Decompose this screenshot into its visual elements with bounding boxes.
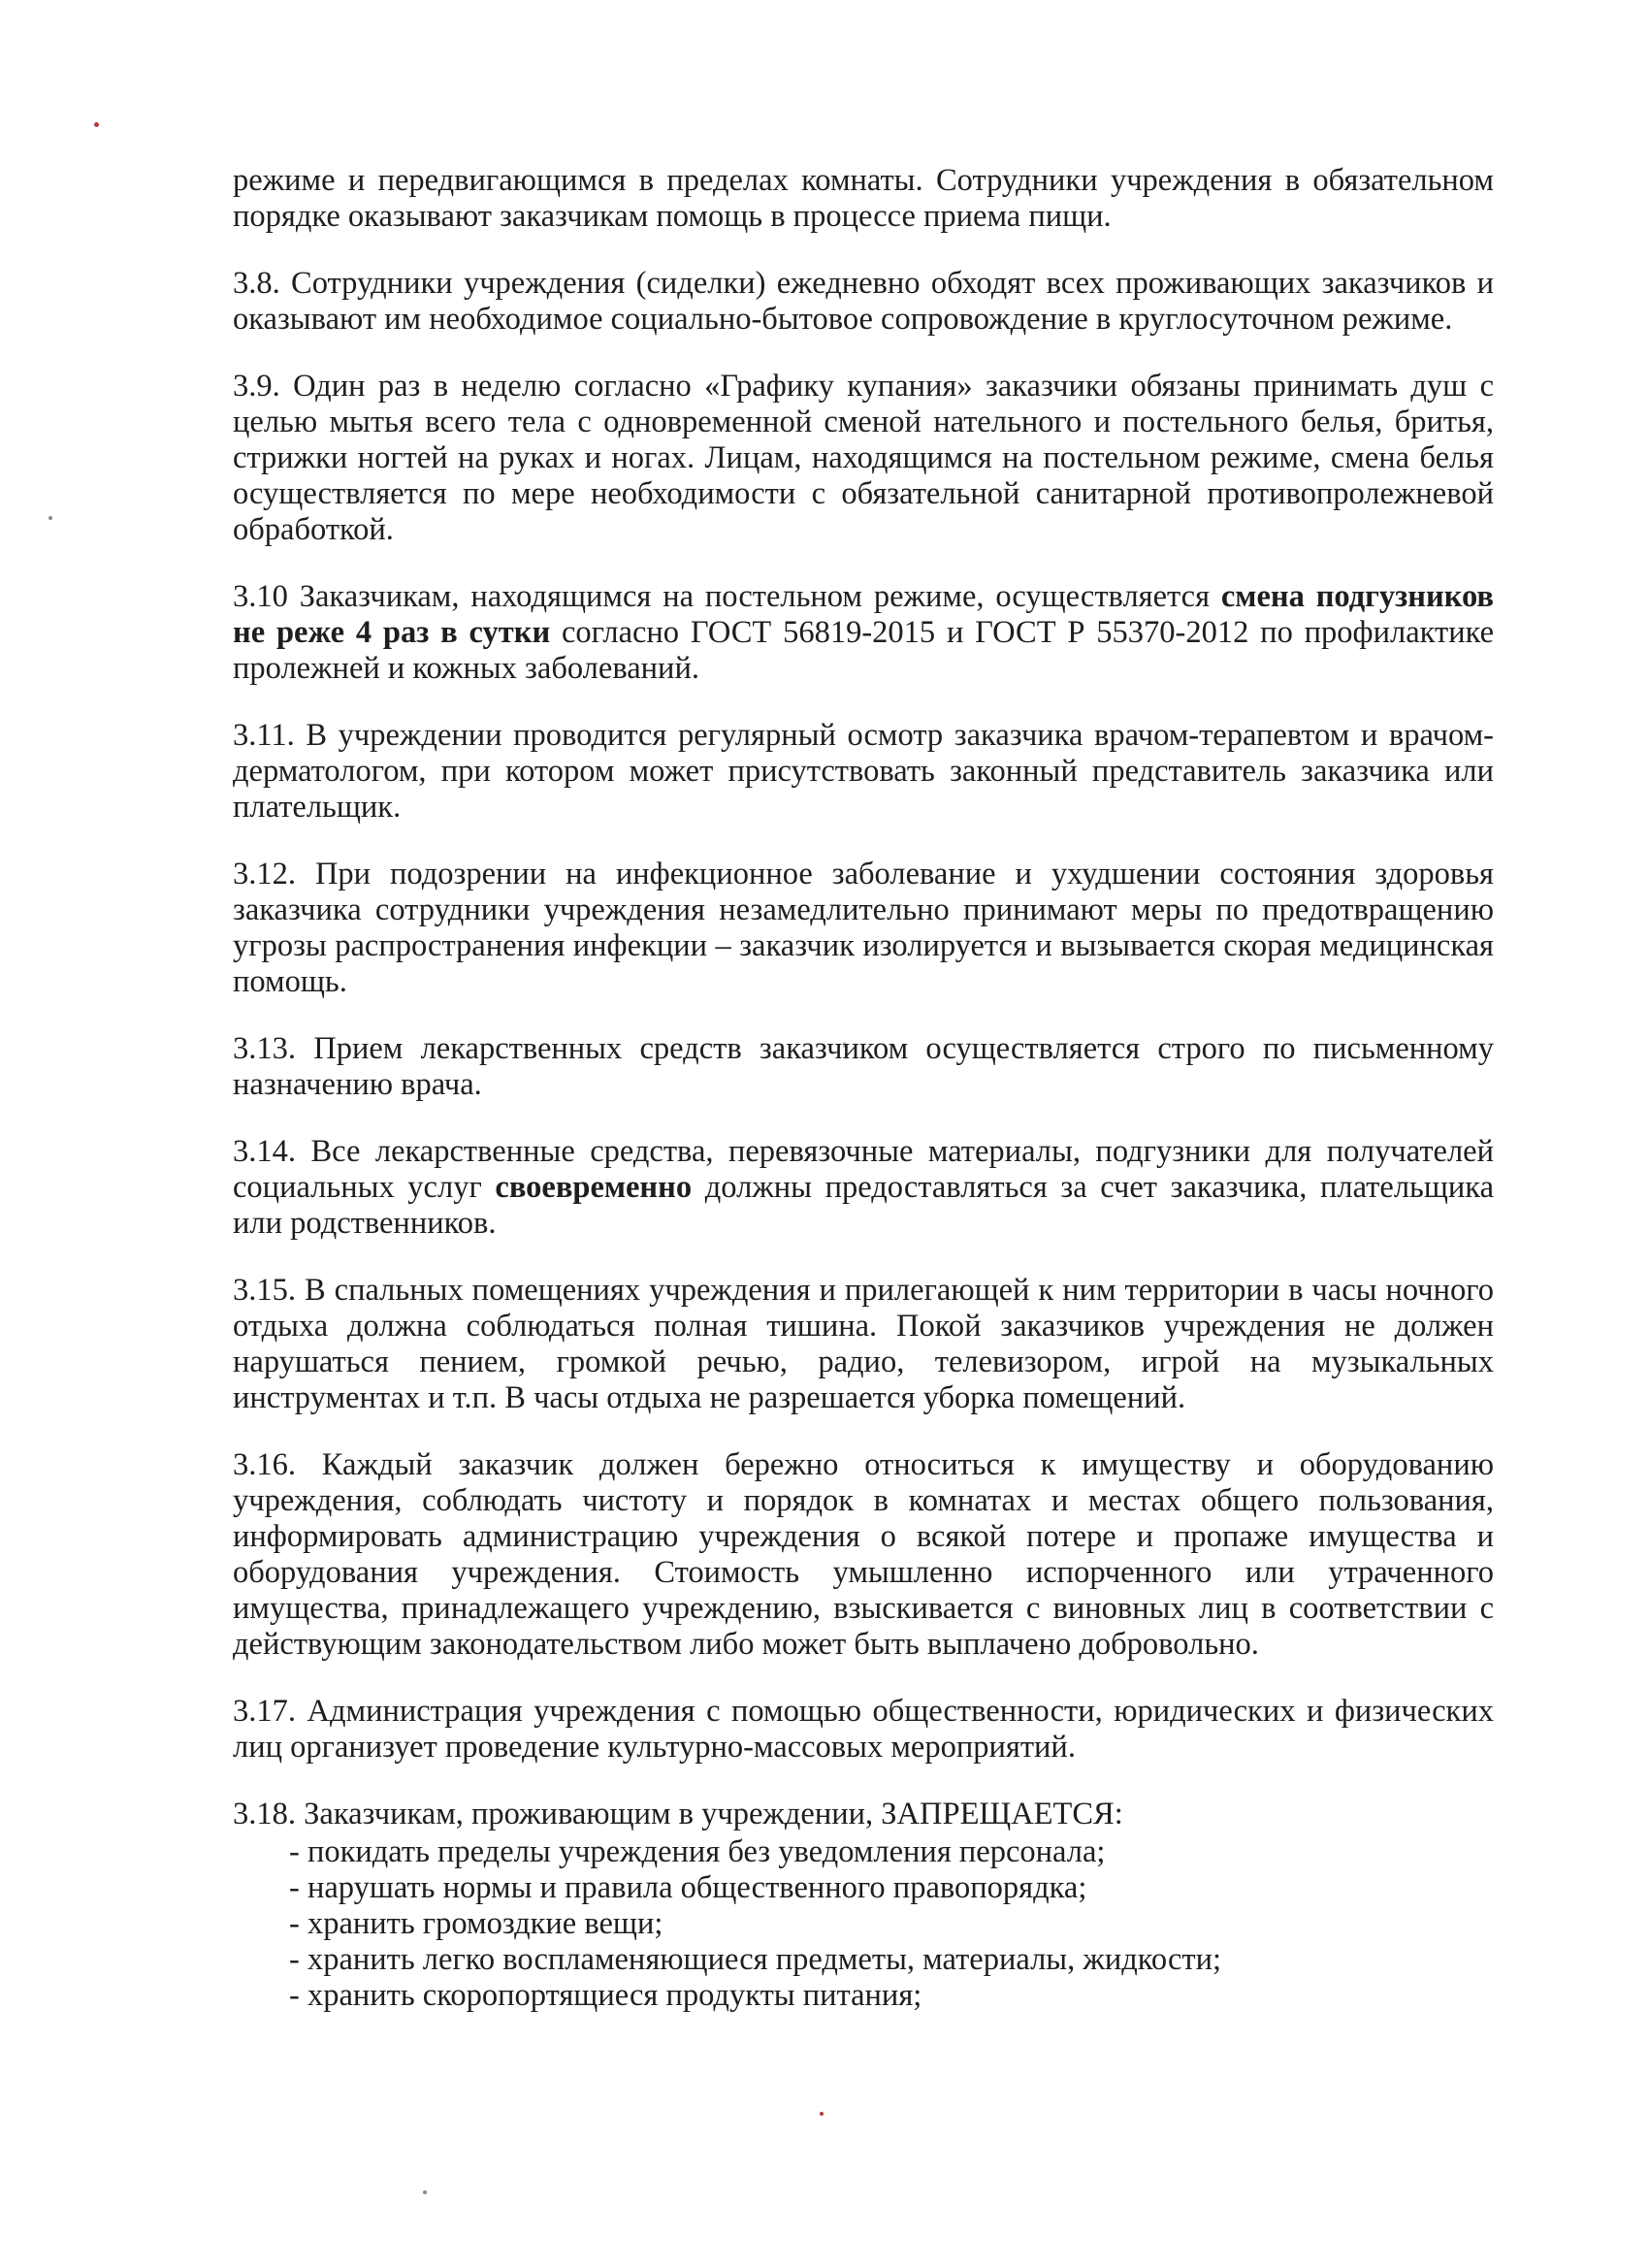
text-run: режиме и передвигающимся в пределах комнаты. Сотрудники учреждения в обязательном порядке оказывают заказчикам помощь в процессе приема пищи.: [233, 163, 1494, 234]
text-run: должны предоставляться за счет заказчика, плательщика или родственников.: [233, 1170, 1494, 1241]
scan-speck: [423, 2190, 427, 2194]
text-run: 3.17. Администрация учреждения с помощью общественности, юридических и физических лиц организует проведение культурно-массовых мероприятий.: [233, 1694, 1494, 1765]
text-run: 3.8. Сотрудники учреждения (сиделки) ежедневно обходят всех проживающих заказчиков и оказывают им необходимое социально-бытовое сопровождение в круглосуточном режиме.: [233, 266, 1494, 337]
paragraph-3-11: [233, 718, 1494, 826]
paragraph-3-16: [233, 1447, 1494, 1663]
paragraph-list: [233, 163, 1494, 1832]
paragraph-3-17: [233, 1694, 1494, 1766]
text-run: 3.16. Каждый заказчик должен бережно относиться к имуществу и оборудованию учреждения, соблюдать чистоту и порядок в комнатах и местах общего пользования, информировать администрацию учреждения о всякой потере и пропаже имущества и оборудования учреждения. Стоимость умышленно испорченного или утраченного имущества, принадлежащего учреждению, взыскивается с виновных лиц в соответствии с действующим законодательством либо может быть выплачено добровольно.: [233, 1447, 1494, 1662]
paragraph-3-8: [233, 266, 1494, 338]
paragraph-3-15: [233, 1273, 1494, 1416]
list-item: - хранить скоропортящиеся продукты питания;: [289, 1978, 922, 2013]
text-run: 3.11. В учреждении проводится регулярный осмотр заказчика врачом-терапевтом и врачом-дерматологом, при котором может присутствовать законный представитель заказчика или плательщик.: [233, 718, 1494, 825]
paragraph-3-9: [233, 369, 1494, 548]
paragraph-3-12: [233, 857, 1494, 1000]
text-run: 3.13. Прием лекарственных средств заказчиком осуществляется строго по письменному назначению врача.: [233, 1031, 1494, 1102]
list-item: - хранить легко воспламеняющиеся предметы, материалы, жидкости;: [289, 1942, 1222, 1977]
paragraph-3-14: [233, 1134, 1494, 1242]
scan-speck: [94, 122, 99, 127]
paragraph-3-18: [233, 1797, 1494, 1832]
text-run: согласно ГОСТ 56819-2015 и ГОСТ Р 55370-2012 по профилактике пролежней и кожных заболеваний.: [233, 615, 1494, 686]
prohibited-list: [233, 1834, 1494, 2014]
bold-text: смена подгузников не реже 4 раз в сутки: [233, 579, 1494, 650]
paragraph-3-10: [233, 579, 1494, 687]
paragraph-cont: [233, 163, 1494, 235]
list-item: - нарушать нормы и правила общественного правопорядка;: [289, 1870, 1087, 1905]
paragraph-3-13: [233, 1031, 1494, 1103]
text-run: 3.14. Все лекарственные средства, перевязочные материалы, подгузники для получателей социальных услуг: [233, 1134, 1494, 1205]
document-body: [233, 163, 1494, 2014]
scan-speck: [820, 2112, 824, 2116]
list-item: - покидать пределы учреждения без уведомления персонала;: [289, 1834, 1106, 1869]
text-run: 3.9. Один раз в неделю согласно «Графику купания» заказчики обязаны принимать душ с целью мытья всего тела с одновременной сменой нательного и постельного белья, бритья, стрижки ногтей на руках и ногах. Лицам, находящимся на постельном режиме, смена белья осуществляется по мере необходимости с обязательной санитарной противопролежневой обработкой.: [233, 369, 1494, 547]
bold-text: своевременно: [495, 1170, 693, 1205]
list-item: - хранить громоздкие вещи;: [289, 1906, 663, 1941]
text-run: 3.10 Заказчикам, находящимся на постельном режиме, осуществляется: [233, 579, 1221, 614]
scan-speck: [48, 516, 52, 520]
text-run: 3.15. В спальных помещениях учреждения и прилегающей к ним территории в часы ночного отдыха должна соблюдаться полная тишина. Покой заказчиков учреждения не должен нарушаться пением, громкой речью, радио, телевизором, игрой на музыкальных инструментах и т.п. В часы отдыха не разрешается уборка помещений.: [233, 1273, 1494, 1415]
text-run: 3.12. При подозрении на инфекционное заболевание и ухудшении состояния здоровья заказчика сотрудники учреждения незамедлительно принимают меры по предотвращению угрозы распространения инфекции – заказчик изолируется и вызывается скорая медицинская помощь.: [233, 857, 1494, 999]
text-run: 3.18. Заказчикам, проживающим в учреждении, ЗАПРЕЩАЕТСЯ:: [233, 1797, 1123, 1831]
